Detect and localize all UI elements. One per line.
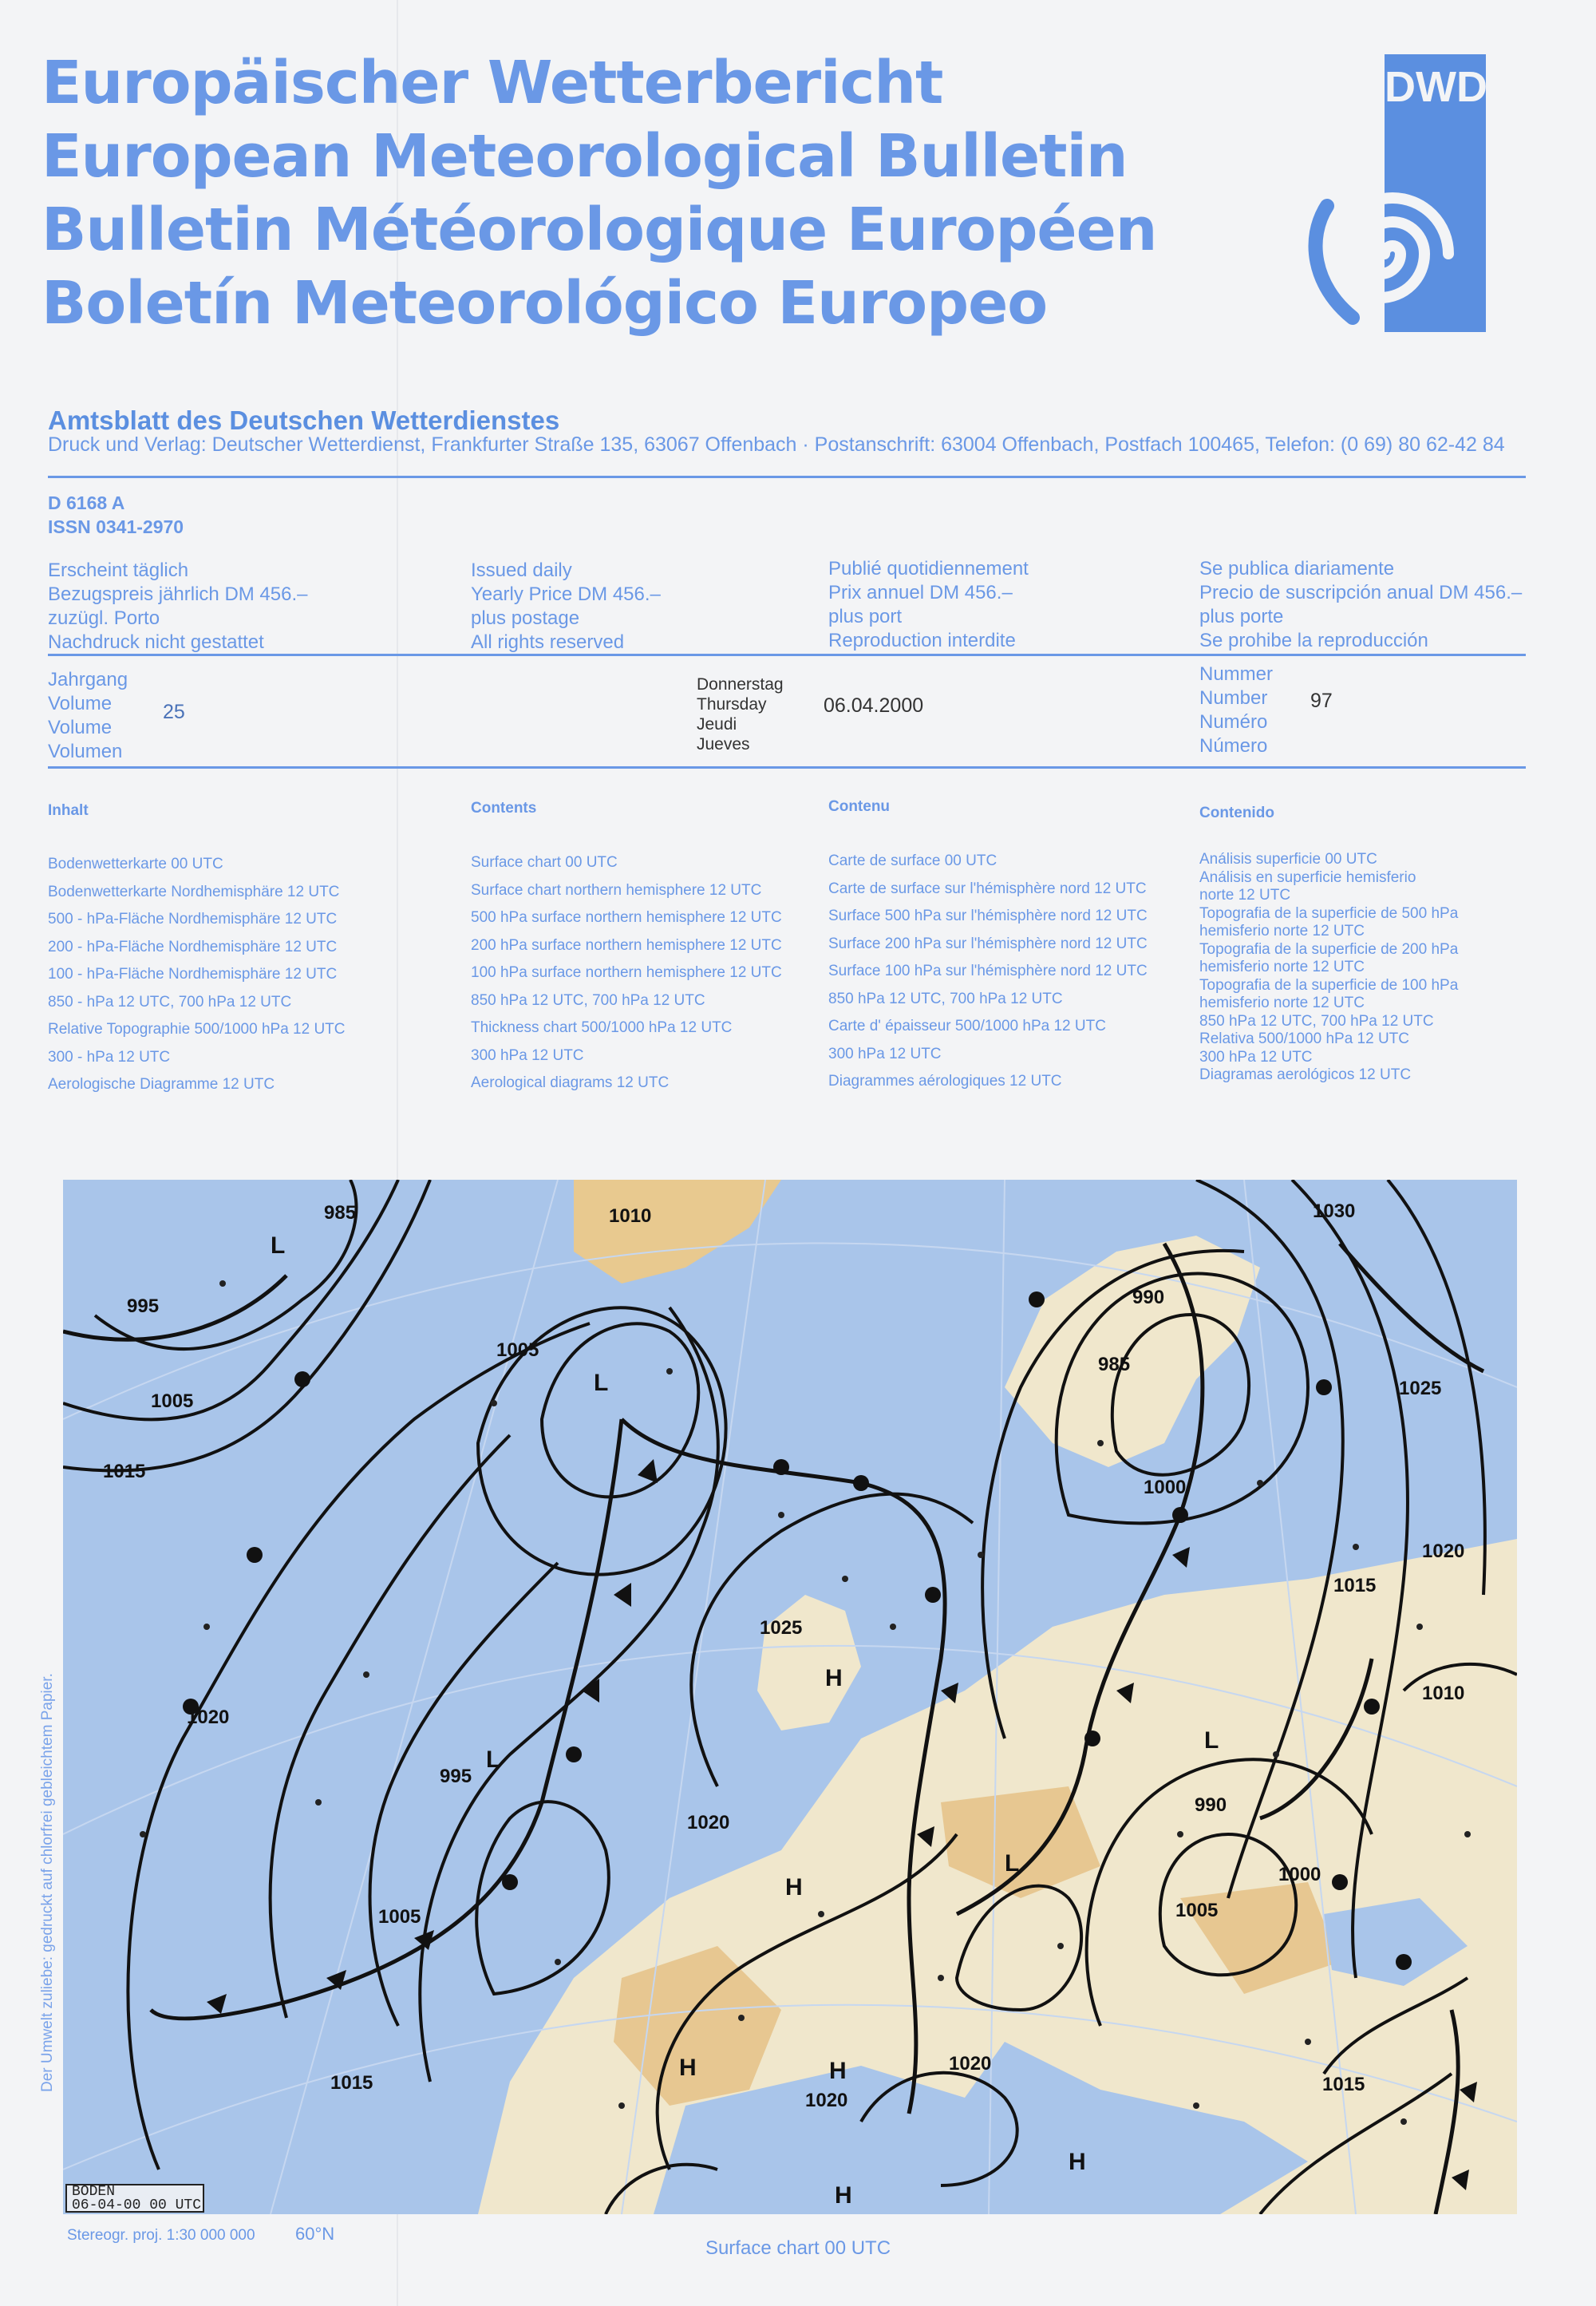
isobar-label: 995 <box>440 1766 472 1787</box>
logo-text: DWD <box>1385 63 1487 111</box>
d-number: D 6168 A <box>48 492 125 513</box>
contents-item: Relative Topographie 500/1000 hPa 12 UTC <box>48 1021 346 1038</box>
info-line: plus port <box>828 606 903 627</box>
contents-item: Thickness chart 500/1000 hPa 12 UTC <box>471 1019 733 1036</box>
contents-heading-es: Contenido <box>1199 805 1274 821</box>
number-labels <box>1199 663 1273 758</box>
british-isles-land <box>757 1595 861 1730</box>
contents-item: 850 - hPa 12 UTC, 700 hPa 12 UTC <box>48 993 292 1011</box>
isobar-label: 1020 <box>949 2053 992 2075</box>
low-pressure-marker: L <box>486 1746 501 1773</box>
info-line: Se prohibe la reproducción <box>1199 630 1428 651</box>
isobar-label: 1015 <box>330 2072 373 2094</box>
isobar-label: 1015 <box>1333 1575 1377 1596</box>
contents-item: 200 hPa surface northern hemisphere 12 UTC <box>471 936 782 954</box>
issue-number: 97 <box>1310 690 1333 712</box>
contents-list-fr <box>828 848 1148 1096</box>
volume-label: Volumen <box>48 741 123 762</box>
contents-item: 850 hPa 12 UTC, 700 hPa 12 UTC <box>828 990 1063 1007</box>
latitude-note: 60°N <box>295 2224 335 2244</box>
contents-item: Diagramas aerológicos 12 UTC <box>1199 1066 1412 1083</box>
contents-list-en <box>471 849 782 1098</box>
isobar-label: 1020 <box>687 1812 730 1833</box>
number-label: Numéro <box>1199 711 1268 733</box>
info-line: Reproduction interdite <box>828 630 1016 651</box>
info-line: Issued daily <box>471 560 572 581</box>
paper-note: Der Umwelt zuliebe: gedruckt auf chlorfrei gebleichtem Papier. <box>39 1673 56 2092</box>
contents-item: Topografia de la superficie de 200 hPa <box>1199 940 1459 958</box>
isobar-label: 985 <box>1098 1354 1131 1375</box>
contents-heading-en: Contents <box>471 800 537 817</box>
projection-note: Stereogr. proj. 1:30 000 000 <box>67 2227 255 2244</box>
high-pressure-marker: H <box>1069 2149 1086 2175</box>
isobar-label: 1010 <box>1422 1683 1465 1704</box>
chart-id-box <box>65 2184 204 2213</box>
contents-item: Bodenwetterkarte Nordhemisphäre 12 UTC <box>48 883 340 900</box>
info-line: plus porte <box>1199 606 1284 627</box>
number-label: Number <box>1199 687 1268 709</box>
imprint-line: Druck und Verlag: Deutscher Wetterdienst, Frankfurter Straße 135, 63067 Offenbach · Postanschrift: 63004 Offenbach, Postfach 100465, Telefon: (0 69) 80 62-42 84 <box>48 433 1505 456</box>
divider <box>48 476 1526 478</box>
contents-item: 300 hPa 12 UTC <box>1199 1048 1313 1066</box>
day-label: Jueves <box>697 735 750 754</box>
contents-item: Análisis superficie 00 UTC <box>1199 851 1377 868</box>
contents-item: Relativa 500/1000 hPa 12 UTC <box>1199 1030 1409 1047</box>
title-es: Boletín Meteorológico Europeo <box>41 269 1048 338</box>
contents-item: 200 - hPa-Fläche Nordhemisphäre 12 UTC <box>48 938 338 955</box>
isobar-label: 1020 <box>805 2090 848 2111</box>
info-line: Prix annuel DM 456.– <box>828 582 1013 603</box>
info-de <box>48 559 308 655</box>
isobar-label: 1015 <box>1322 2074 1365 2095</box>
isobar-label: 1005 <box>496 1339 539 1361</box>
issn: ISSN 0341-2970 <box>48 516 184 537</box>
contents-item: Carte d' épaisseur 500/1000 hPa 12 UTC <box>828 1018 1106 1034</box>
high-pressure-marker: H <box>829 2058 847 2084</box>
low-pressure-marker: L <box>271 1232 286 1259</box>
info-line: Bezugspreis jährlich DM 456.– <box>48 583 308 605</box>
volume-value: 25 <box>163 701 185 723</box>
isobar-label: 1000 <box>1144 1477 1187 1498</box>
volume-label: Volume <box>48 717 113 738</box>
dwd-swirl-icon <box>1305 174 1480 334</box>
divider <box>48 654 1526 656</box>
isobar-label: 995 <box>127 1295 160 1317</box>
volume-label: Jahrgang <box>48 669 128 690</box>
contents-item: 100 - hPa-Fläche Nordhemisphäre 12 UTC <box>48 966 338 983</box>
day-label: Jeudi <box>697 715 737 734</box>
contents-item: 300 hPa 12 UTC <box>471 1046 584 1064</box>
contents-item: hemisferio norte 12 UTC <box>1199 923 1365 939</box>
contents-item: Diagrammes aérologiques 12 UTC <box>828 1073 1062 1090</box>
number-label: Nummer <box>1199 663 1274 685</box>
contents-list-de <box>48 851 346 1099</box>
info-line: Erscheint täglich <box>48 560 189 581</box>
isobar-label: 1010 <box>609 1205 652 1227</box>
contents-item: Surface 500 hPa sur l'hémisphère nord 12 UTC <box>828 908 1148 924</box>
isobar-label: 1025 <box>760 1617 803 1639</box>
contents-item: 850 hPa 12 UTC, 700 hPa 12 UTC <box>1199 1012 1434 1030</box>
info-line: zuzügl. Porto <box>48 607 160 629</box>
title-de: Europäischer Wetterbericht <box>41 49 943 117</box>
contents-item: 850 hPa 12 UTC, 700 hPa 12 UTC <box>471 991 705 1009</box>
info-line: Precio de suscripción anual DM 456.– <box>1199 582 1523 603</box>
contents-item: norte 12 UTC <box>1199 887 1291 904</box>
contents-item: 100 hPa surface northern hemisphere 12 UTC <box>471 964 782 981</box>
volume-labels <box>48 668 128 764</box>
isobar-label: 1020 <box>187 1707 230 1728</box>
contents-item: Aerological diagrams 12 UTC <box>471 1074 670 1091</box>
isobar-label: 1015 <box>103 1461 146 1482</box>
info-line: Publié quotidiennement <box>828 558 1029 579</box>
info-line: Yearly Price DM 456.– <box>471 583 661 605</box>
low-pressure-marker: L <box>594 1370 609 1396</box>
greenland-land <box>574 1180 781 1284</box>
high-pressure-marker: H <box>785 1874 803 1901</box>
low-pressure-marker: L <box>1005 1850 1020 1877</box>
contents-item: Surface chart 00 UTC <box>471 854 618 871</box>
contents-item: 500 hPa surface northern hemisphere 12 UTC <box>471 909 782 926</box>
organisation-name: Amtsblatt des Deutschen Wetterdienstes <box>48 405 560 435</box>
contents-item: Surface chart northern hemisphere 12 UTC <box>471 881 762 899</box>
contents-item: Surface 200 hPa sur l'hémisphère nord 12 UTC <box>828 935 1148 952</box>
day-labels <box>697 674 784 754</box>
isobar-label: 985 <box>324 1202 357 1224</box>
contents-item: 300 - hPa 12 UTC <box>48 1048 171 1066</box>
title-fr: Bulletin Météorologique Européen <box>41 196 1157 264</box>
high-pressure-marker: H <box>679 2055 697 2081</box>
surface-chart <box>63 1180 1517 2214</box>
isobar-label: 1030 <box>1313 1200 1356 1222</box>
contents-item: 500 - hPa-Fläche Nordhemisphäre 12 UTC <box>48 911 338 928</box>
isobar-label: 1005 <box>1175 1900 1219 1921</box>
high-pressure-marker: H <box>825 1665 843 1691</box>
volume-label: Volume <box>48 693 113 714</box>
contents-item: Carte de surface 00 UTC <box>828 852 998 869</box>
isobar-label: 1005 <box>151 1390 194 1412</box>
contents-item: Topografia de la superficie de 100 hPa <box>1199 976 1459 994</box>
chart-id-line: 06-04-00 00 UTC <box>72 2197 202 2213</box>
low-pressure-marker: L <box>1204 1727 1219 1754</box>
contents-item: Carte de surface sur l'hémisphère nord 12 UTC <box>828 880 1147 897</box>
contents-item: Bodenwetterkarte 00 UTC <box>48 856 223 872</box>
info-line: All rights reserved <box>471 631 625 653</box>
info-line: Nachdruck nicht gestattet <box>48 631 264 653</box>
info-fr <box>828 557 1029 653</box>
contents-item: hemisferio norte 12 UTC <box>1199 995 1365 1011</box>
contents-item: hemisferio norte 12 UTC <box>1199 959 1365 975</box>
divider <box>48 766 1526 769</box>
bulletin-titles <box>41 46 1157 340</box>
high-pressure-marker: H <box>835 2182 852 2209</box>
contents-heading-de: Inhalt <box>48 802 89 819</box>
contents-item: Análisis en superficie hemisferio <box>1199 868 1416 886</box>
contents-item: Surface 100 hPa sur l'hémisphère nord 12 UTC <box>828 963 1148 979</box>
isobar-label: 1005 <box>378 1906 421 1928</box>
chart-caption: Surface chart 00 UTC <box>705 2237 891 2259</box>
info-en <box>471 559 661 655</box>
day-label: Donnerstag <box>697 675 784 694</box>
issue-date: 06.04.2000 <box>824 694 924 717</box>
contents-list-es <box>1199 851 1458 1085</box>
contents-item: Aerologische Diagramme 12 UTC <box>48 1076 275 1093</box>
isobar-label: 1025 <box>1399 1378 1442 1399</box>
contents-item: Topografia de la superficie de 500 hPa <box>1199 904 1459 922</box>
info-line: Se publica diariamente <box>1199 558 1395 579</box>
day-label: Thursday <box>697 695 767 714</box>
title-en: European Meteorological Bulletin <box>41 122 1128 191</box>
contents-heading-fr: Contenu <box>828 798 891 815</box>
isobar-label: 1020 <box>1422 1541 1465 1562</box>
isobar-label: 990 <box>1132 1287 1165 1308</box>
dwd-logo <box>1385 54 1486 332</box>
number-label: Número <box>1199 735 1268 757</box>
chart-id-line: BODEN <box>72 2184 116 2200</box>
contents-item: 300 hPa 12 UTC <box>828 1045 942 1062</box>
info-es <box>1199 557 1522 653</box>
surface-chart-graphic <box>63 1180 1517 2214</box>
info-line: plus postage <box>471 607 580 629</box>
publication-ids <box>48 491 184 539</box>
isobar-label: 990 <box>1195 1794 1227 1816</box>
isobar-label: 1000 <box>1278 1864 1321 1885</box>
